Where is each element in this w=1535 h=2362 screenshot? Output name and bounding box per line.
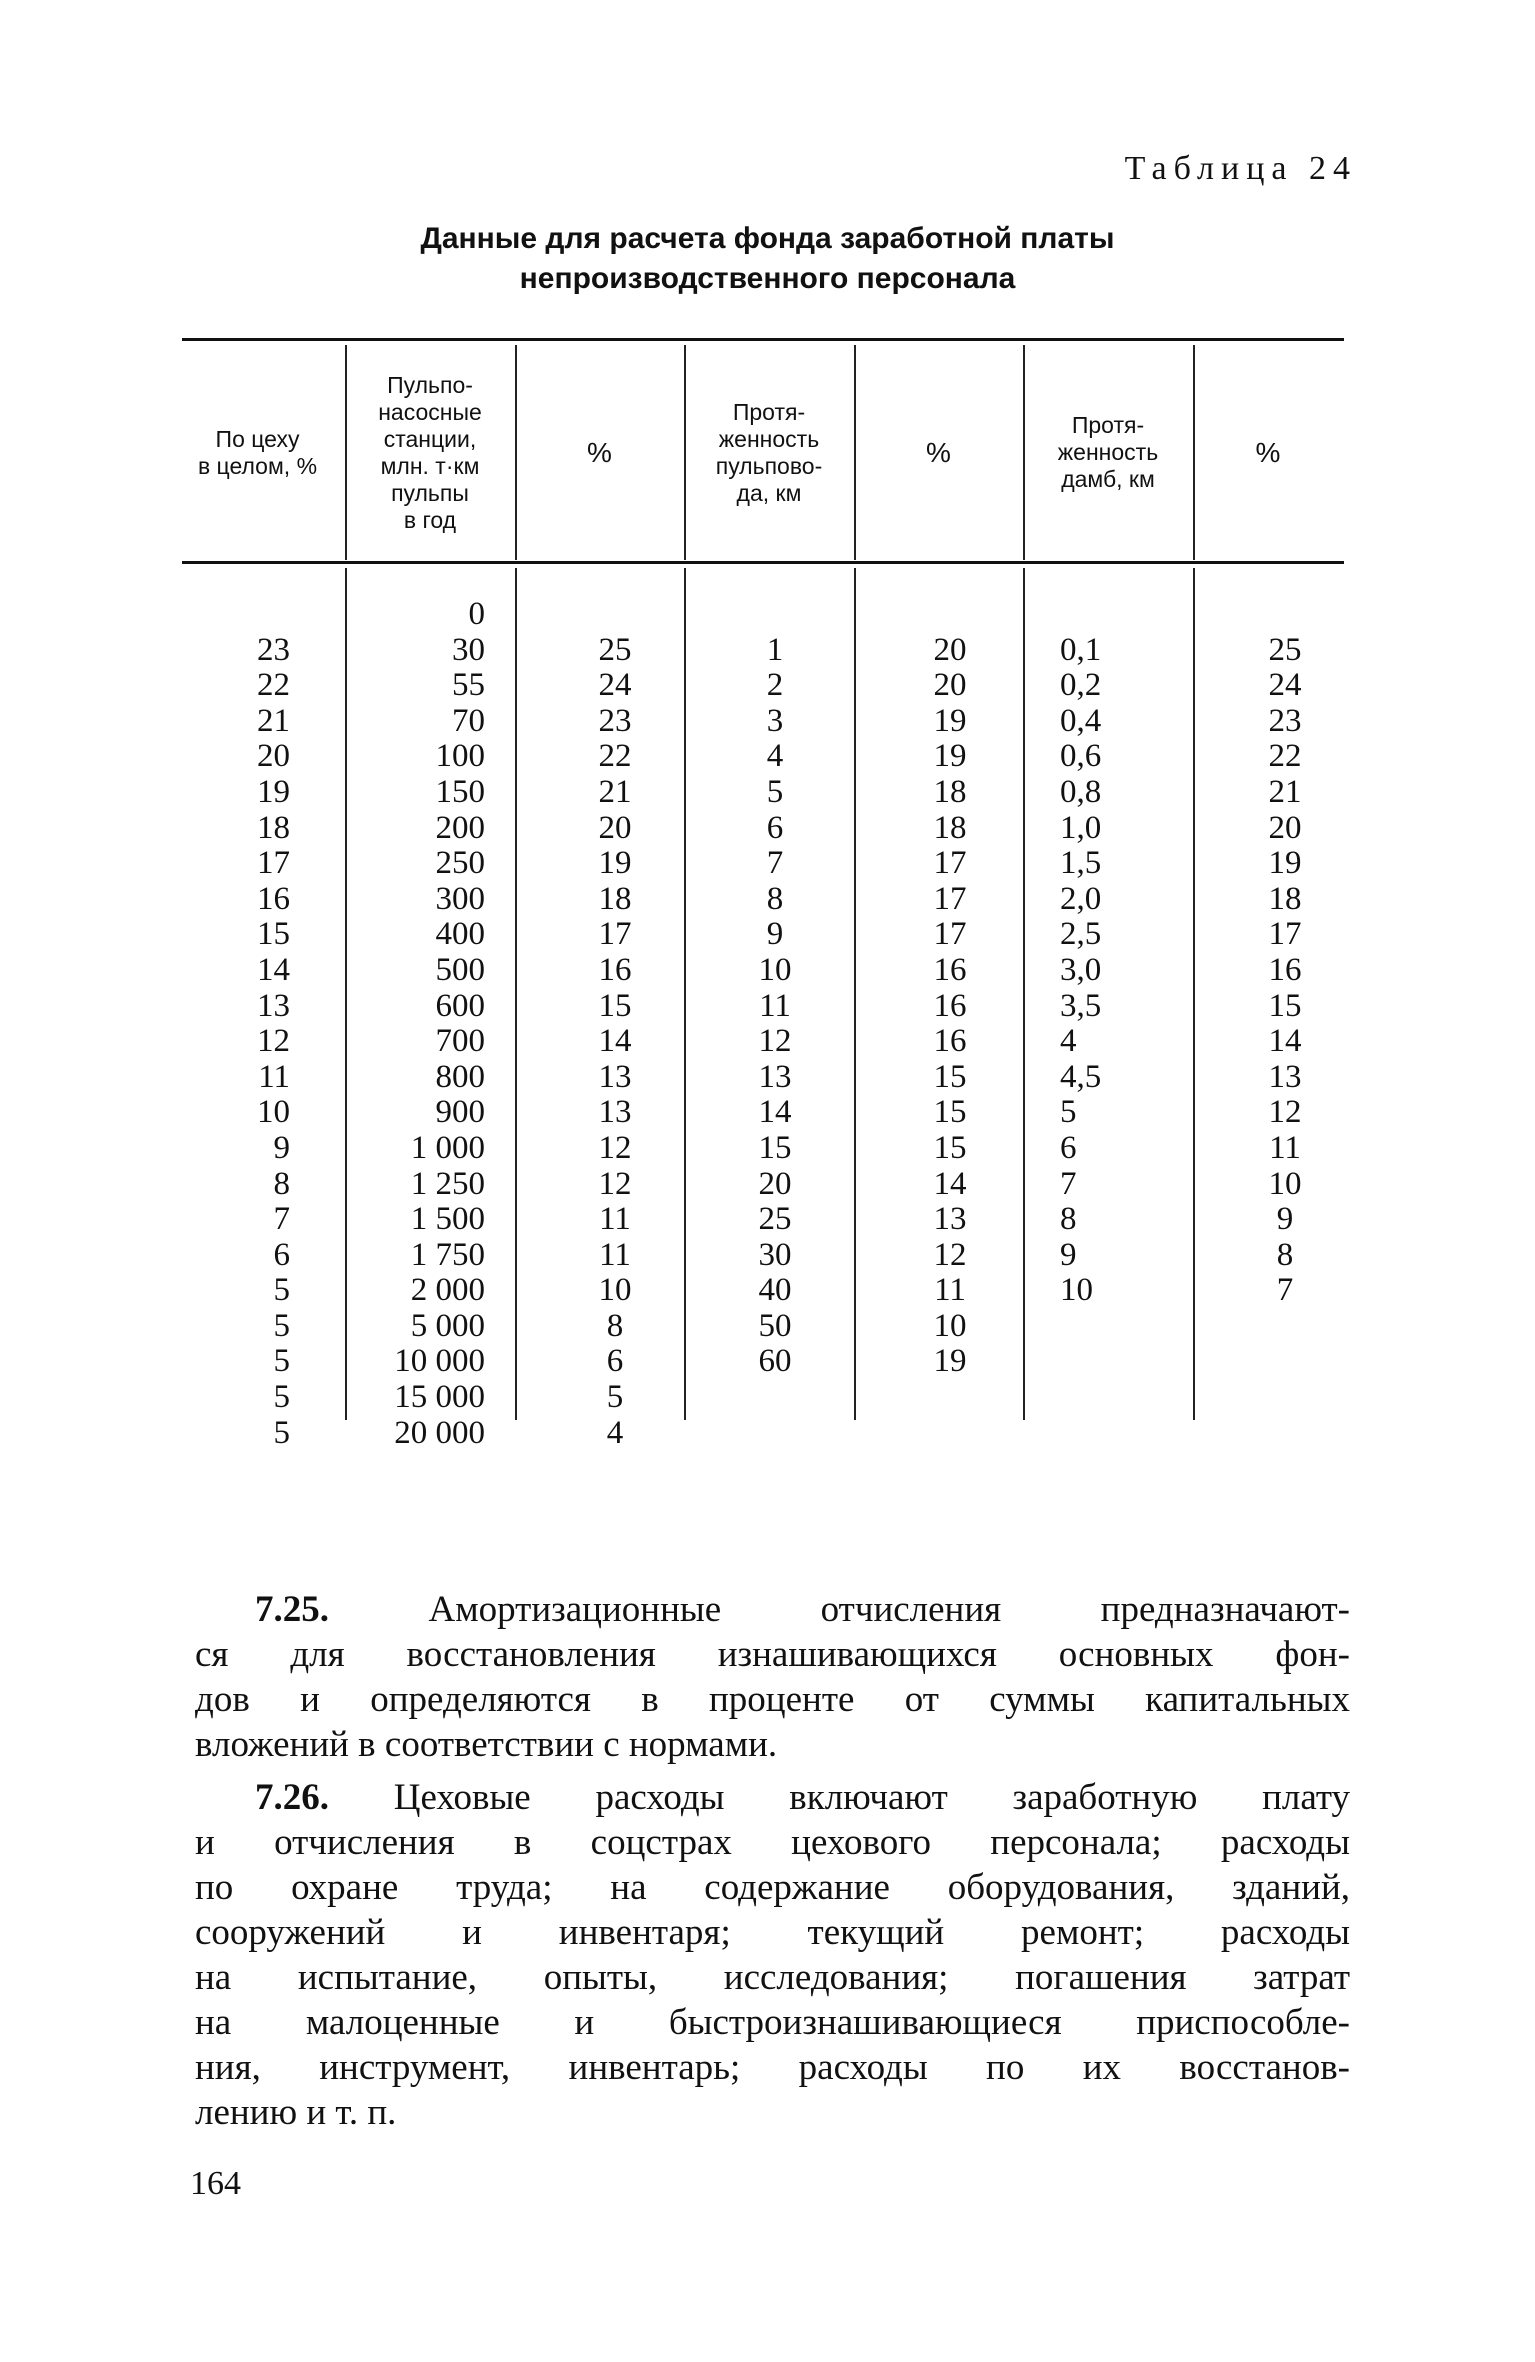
paragraph-line (195, 1821, 1350, 1864)
table-cell: 13 (758, 1058, 792, 1095)
table-header-rule (182, 561, 1344, 564)
table-cell: 8 (1060, 1201, 1077, 1238)
header-dam-length: Протя- женность дамб, км (1057, 412, 1159, 492)
table-cell: 14 (1268, 1023, 1302, 1060)
table-cell: 5 (273, 1379, 290, 1416)
table-cell: 20 (758, 1165, 792, 1202)
percent-2-column (895, 633, 1005, 1380)
pipeline-length-column (720, 633, 830, 1380)
table-cell: 20 (933, 667, 967, 704)
table-cell: 200 (435, 809, 485, 846)
table-cell: 15 (933, 1094, 967, 1131)
workshop-total-column (190, 633, 290, 1452)
table-cell: 4,5 (1060, 1058, 1102, 1095)
table-cell: 5 (606, 1379, 624, 1416)
table-cell: 22 (1268, 738, 1302, 775)
table-cell: 6 (766, 809, 784, 846)
table-cell: 25 (598, 631, 632, 668)
table-caption-line-2: непроизводственного персонала (519, 262, 1016, 295)
column-divider (684, 345, 686, 560)
column-divider (1023, 345, 1025, 560)
table-cell: 2,5 (1060, 916, 1102, 953)
table-cell: 17 (933, 916, 967, 953)
table-cell: 15 (257, 916, 290, 953)
table-cell: 6 (273, 1236, 290, 1273)
table-cell: 30 (758, 1236, 792, 1273)
paragraph-line (255, 1588, 1350, 1631)
paragraph-text: вложений в соответствии с нормами. (195, 1724, 778, 1765)
table-cell: 12 (257, 1023, 290, 1060)
table-cell: 100 (435, 738, 485, 775)
table-cell: 1 500 (410, 1201, 485, 1238)
table-cell: 14 (257, 951, 290, 988)
paragraph-text: ния, инструмент, инвентарь; расходы по их восстанов- (195, 2047, 1350, 2088)
table-cell: 16 (598, 951, 632, 988)
paragraph-text: и отчисления в соцстрах цехового персонала; расходы (195, 1822, 1350, 1863)
table-cell: 5 (766, 773, 784, 810)
table-cell: 16 (257, 880, 290, 917)
table-cell: 23 (1268, 702, 1302, 739)
table-cell: 0,6 (1060, 738, 1102, 775)
table-cell: 12 (758, 1023, 792, 1060)
table-cell: 3,5 (1060, 987, 1102, 1024)
table-cell: 18 (933, 773, 967, 810)
table-cell: 9 (766, 916, 784, 953)
table-cell: 16 (933, 987, 967, 1024)
table-cell: 14 (933, 1165, 967, 1202)
table-cell: 17 (257, 845, 290, 882)
table-cell: 6 (1060, 1129, 1077, 1166)
table-cell: 18 (1268, 880, 1302, 917)
column-divider (515, 568, 517, 1420)
paragraph-text: лению и т. п. (195, 2092, 397, 2133)
table-cell: 15 (598, 987, 632, 1024)
table-cell: 17 (598, 916, 632, 953)
table-caption-line-1: Данные для расчета фонда заработной платы (420, 222, 1115, 255)
table-cell: 4 (766, 738, 784, 775)
paragraph-text: на малоценные и быстроизнашивающиеся приспособле- (195, 2002, 1350, 2043)
table-cell: 11 (258, 1058, 290, 1095)
table-cell: 8 (766, 880, 784, 917)
column-divider (515, 345, 517, 560)
table-cell: 2,0 (1060, 880, 1102, 917)
table-cell: 70 (452, 702, 485, 739)
table-cell: 11 (759, 987, 791, 1024)
paragraph-text: на испытание, опыты, исследования; погашения затрат (195, 1957, 1350, 1998)
table-cell: 20 (933, 631, 967, 668)
table-top-rule (182, 338, 1344, 341)
table-cell: 17 (933, 880, 967, 917)
table-cell: 23 (598, 702, 632, 739)
table-cell: 600 (435, 987, 485, 1024)
paragraph-line (195, 1723, 1350, 1766)
page-number: 164 (190, 2165, 241, 2202)
table-cell: 15 (1268, 987, 1302, 1024)
table-cell: 5 (273, 1414, 290, 1451)
paragraph-text: по охране труда; на содержание оборудования, зданий, (195, 1867, 1350, 1908)
table-cell: 7 (1276, 1272, 1294, 1309)
paragraph-text: Цеховые расходы включают заработную плату (393, 1777, 1351, 1818)
table-cell: 20 (257, 738, 290, 775)
table-cell: 7 (1060, 1165, 1077, 1202)
paragraph-line (195, 2046, 1350, 2089)
section-number: 7.26. (255, 1777, 329, 1818)
table-cell: 20 (598, 809, 632, 846)
table-cell: 21 (598, 773, 632, 810)
table-cell: 9 (1060, 1236, 1077, 1273)
table-cell: 15 (933, 1058, 967, 1095)
header-percent-2: % (926, 437, 951, 468)
table-cell: 22 (257, 667, 290, 704)
table-cell: 11 (599, 1201, 631, 1238)
table-cell: 19 (933, 738, 967, 775)
paragraph-line (195, 2001, 1350, 2044)
table-cell: 3,0 (1060, 951, 1102, 988)
table-cell: 23 (257, 631, 290, 668)
table-cell: 14 (598, 1023, 632, 1060)
percent-1-column (560, 633, 670, 1452)
table-cell: 50 (758, 1307, 792, 1344)
table-cell: 10 (758, 951, 792, 988)
table-cell: 22 (598, 738, 632, 775)
paragraph-text: ся для восстановления изнашивающихся основных фон- (195, 1634, 1350, 1675)
table-cell: 900 (435, 1094, 485, 1131)
table-cell: 10 (933, 1307, 967, 1344)
table-cell: 0,2 (1060, 667, 1102, 704)
table-cell: 30 (452, 631, 485, 668)
table-cell: 19 (598, 845, 632, 882)
table-cell: 10 (1268, 1165, 1302, 1202)
paragraph-line (195, 1956, 1350, 1999)
paragraph-text: сооружений и инвентаря; текущий ремонт; расходы (195, 1912, 1350, 1953)
table-cell: 250 (435, 845, 485, 882)
table-cell: 11 (934, 1272, 966, 1309)
paragraph-line (195, 1633, 1350, 1676)
table-cell: 12 (598, 1129, 632, 1166)
table-cell: 300 (435, 880, 485, 917)
table-cell: 15 (758, 1129, 792, 1166)
table-cell: 13 (598, 1058, 632, 1095)
header-percent-3: % (1255, 437, 1281, 468)
table-cell: 400 (435, 916, 485, 953)
table-cell: 1,0 (1060, 809, 1102, 846)
table-cell: 1 250 (410, 1165, 485, 1202)
table-cell: 2 (766, 667, 784, 704)
table-cell: 13 (257, 987, 290, 1024)
table-cell: 12 (598, 1165, 632, 1202)
table-cell: 150 (435, 773, 485, 810)
table-cell: 2 000 (410, 1272, 485, 1309)
table-cell: 1 750 (410, 1236, 485, 1273)
table-cell: 18 (598, 880, 632, 917)
table-cell: 19 (257, 773, 290, 810)
table-cell: 60 (758, 1343, 792, 1380)
table-cell: 5 (1060, 1094, 1077, 1131)
column-divider (1193, 568, 1195, 1420)
table-cell: 19 (933, 702, 967, 739)
column-divider (684, 568, 686, 1420)
table-cell: 19 (933, 1343, 967, 1380)
table-cell: 19 (1268, 845, 1302, 882)
paragraph-text: дов и определяются в проценте от суммы капитальных (195, 1679, 1350, 1720)
table-cell: 10 (598, 1272, 632, 1309)
paragraph-line (195, 1866, 1350, 1909)
percent-3-column (1230, 633, 1340, 1309)
table-cell: 8 (273, 1165, 290, 1202)
column-divider (1023, 568, 1025, 1420)
table-cell: 5 (273, 1272, 290, 1309)
table-cell: 7 (273, 1201, 290, 1238)
table-cell: 25 (758, 1201, 792, 1238)
table-cell: 10 (1060, 1272, 1093, 1309)
table-cell: 3 (766, 702, 784, 739)
column-divider (345, 345, 347, 560)
table-cell: 16 (933, 951, 967, 988)
table-cell: 500 (435, 951, 485, 988)
table-cell: 13 (598, 1094, 632, 1131)
table-cell: 55 (452, 667, 485, 704)
paragraph-line (255, 1776, 1350, 1819)
table-cell: 4 (1060, 1023, 1077, 1060)
table-cell: 12 (1268, 1094, 1302, 1131)
table-cell: 24 (1268, 667, 1302, 704)
table-cell: 700 (435, 1023, 485, 1060)
table-cell: 0,8 (1060, 773, 1102, 810)
paragraph-line (195, 2091, 1350, 2134)
table-cell: 0,4 (1060, 702, 1102, 739)
table-cell: 11 (599, 1236, 631, 1273)
column-divider (854, 568, 856, 1420)
table-cell: 24 (598, 667, 632, 704)
table-cell: 21 (257, 702, 290, 739)
table-cell: 8 (606, 1307, 624, 1344)
table-cell: 15 (933, 1129, 967, 1166)
column-divider (345, 568, 347, 1420)
column-divider (854, 345, 856, 560)
section-number: 7.25. (255, 1589, 329, 1630)
table-cell: 0,1 (1060, 631, 1102, 668)
table-cell: 11 (1269, 1129, 1301, 1166)
table-cell: 12 (933, 1236, 967, 1273)
paragraph-line (195, 1678, 1350, 1721)
table-cell: 13 (1268, 1058, 1302, 1095)
table-cell: 10 000 (394, 1343, 485, 1380)
table-cell: 10 (257, 1094, 290, 1131)
table-cell: 1 000 (410, 1129, 485, 1166)
table-cell: 17 (1268, 916, 1302, 953)
table-cell: 4 (606, 1414, 624, 1451)
table-cell: 8 (1276, 1236, 1294, 1273)
header-workshop-total: По цеху в целом, % (197, 425, 318, 479)
table-cell: 20 (1268, 809, 1302, 846)
table-cell: 16 (933, 1023, 967, 1060)
table-cell: 18 (257, 809, 290, 846)
table-cell: 18 (933, 809, 967, 846)
header-percent-1: % (587, 437, 612, 468)
table-cell: 800 (435, 1058, 485, 1095)
table-label: Таблица 24 (1124, 150, 1357, 187)
table-cell: 21 (1268, 773, 1302, 810)
table-cell: 20 000 (394, 1414, 485, 1451)
table-cell: 15 000 (394, 1379, 485, 1416)
table-cell: 14 (758, 1094, 792, 1131)
paragraph-text: Амортизационные отчисления предназначают- (428, 1589, 1351, 1630)
header-pipeline-length: Протя- женность пульпово- да, км (715, 398, 823, 506)
pump-stations-column (350, 597, 485, 1451)
column-divider (1193, 345, 1195, 560)
table-cell: 9 (273, 1129, 290, 1166)
dam-length-column (1060, 633, 1170, 1309)
table-cell: 40 (758, 1272, 792, 1309)
table-cell: 17 (933, 845, 967, 882)
table-cell: 13 (933, 1201, 967, 1238)
table-cell: 16 (1268, 951, 1302, 988)
table-cell: 7 (766, 845, 784, 882)
table-cell: 5 (273, 1343, 290, 1380)
table-cell: 25 (1268, 631, 1302, 668)
table-cell: 1 (766, 631, 784, 668)
table-cell: 5 (273, 1307, 290, 1344)
table-cell: 0 (468, 596, 485, 632)
table-cell: 5 000 (410, 1307, 485, 1344)
table-cell: 6 (606, 1343, 624, 1380)
table-cell: 9 (1276, 1201, 1294, 1238)
header-pump-stations: Пульпо- насосные станции, млн. т·км пульпы в год (378, 371, 482, 533)
table-cell: 1,5 (1060, 845, 1102, 882)
paragraph-line (195, 1911, 1350, 1954)
